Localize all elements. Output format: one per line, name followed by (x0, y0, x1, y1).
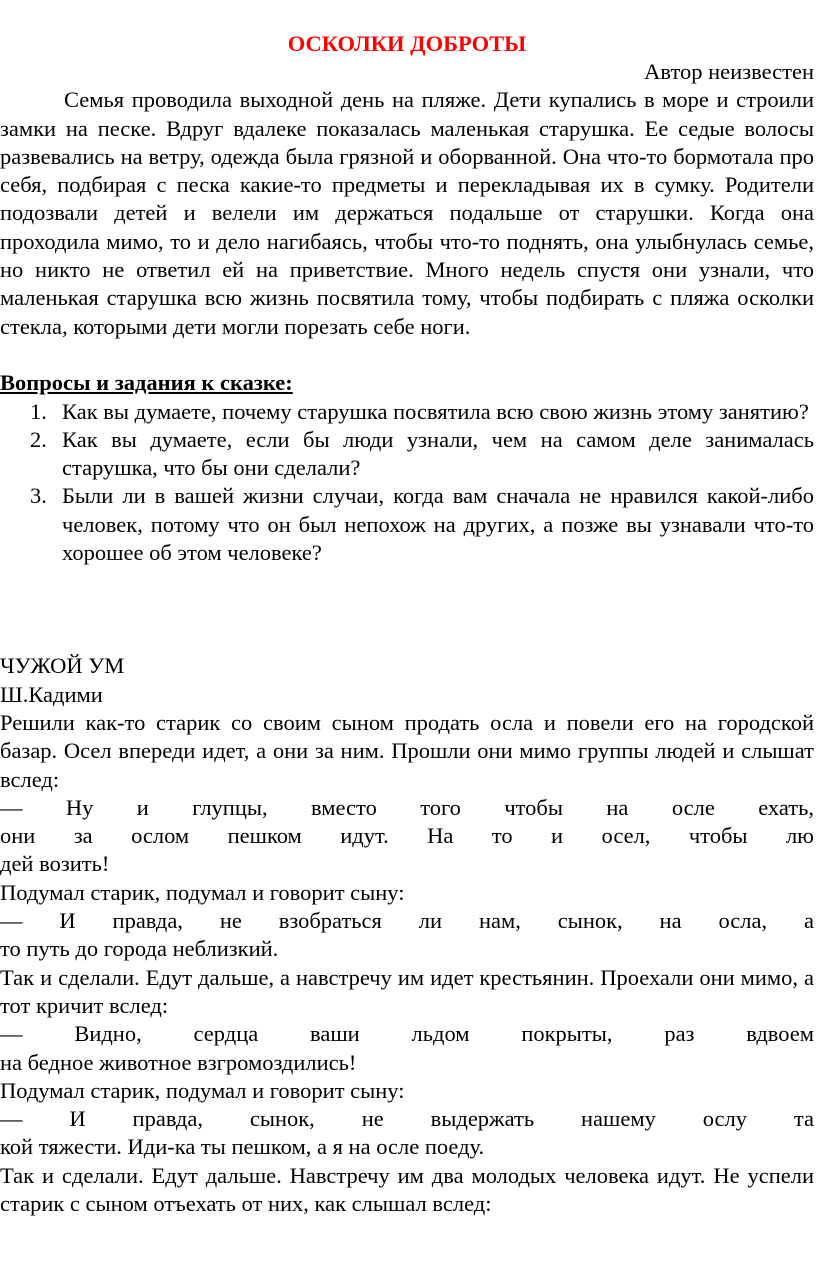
question-text: Как вы думаете, почему старушка посвятила всю свою жизнь этому занятию? (62, 398, 809, 424)
question-item (30, 482, 814, 567)
question-number: 2. (30, 426, 47, 452)
question-text: Были ли в вашей жизни случаи, когда вам сначала не нравился какой-либо человек, потому что он был непохож на других, а позже вы узнавали что-то хорошее об этом человеке? (62, 483, 814, 566)
story-paragraph: Семья проводила выходной день на пляже. Дети купались в море и строили замки на песке. Вдруг вдалеке показалась маленькая старушка. Ее седые волосы развевались на ветру, одежда была грязной и оборванной. Она что-то бормотала про себя, подбирая с песка какие-то предметы и перекладывая их в сумку. Родители подозвали детей и велели им держаться подальше от старушки. Когда она проходила мимо, то и дело нагибаясь, чтобы что-то поднять, она улыбнулась семье, но никто не ответил ей на приветствие. Много недель спустя они узнали, что маленькая старушка всю жизнь посвятила тому, чтобы подбирать с пляжа осколки стекла, которыми дети могли порезать себе ноги. (0, 87, 814, 339)
dialogue-line: кой тяжести. Иди-ка ты пешком, а я на осле поеду. (0, 1134, 485, 1160)
dialogue-line: то путь до города неблизкий. (0, 936, 279, 962)
story-paragraph: Подумал старик, подумал и говорит сыну: (0, 879, 405, 905)
dialogue-line: они за ослом пешком идут. На то и осел, чтобы лю (0, 823, 814, 849)
blank-line (0, 341, 814, 369)
question-item (30, 398, 814, 426)
dialogue-line: — И правда, не взобраться ли нам, сынок, на осла, а (0, 908, 814, 934)
dialogue-line: — Ну и глупцы, вместо того чтобы на осле ехать, (0, 794, 814, 820)
story-author: Автор неизвестен (644, 59, 814, 84)
dialogue-line: на бедное животное взгромоздились! (0, 1049, 357, 1075)
dialogue-line: — И правда, сынок, не выдержать нашему ослу та (0, 1106, 814, 1132)
question-text: Как вы думаете, если бы люди узнали, чем на самом деле занималась старушка, что бы они сделали? (62, 426, 814, 481)
document-page (0, 30, 814, 1218)
question-item (30, 426, 814, 483)
section-gap (0, 567, 814, 652)
story-paragraph: Решили как-то старик со своим сыном продать осла и повели его на городской базар. Осел впереди идет, а они за ним. Прошли они мимо группы людей и слышат вслед: (0, 709, 814, 792)
dialogue-line: дей возить! (0, 851, 110, 877)
story-paragraph: Так и сделали. Едут дальше. Навстречу им два молодых человека идут. Не успели старик с сыном отъехать от них, как слышал вслед: (0, 1162, 814, 1216)
questions-list (0, 398, 814, 568)
questions-heading: Вопросы и задания к сказке: (0, 370, 293, 396)
question-number: 3. (30, 483, 47, 509)
story-title-2: ЧУЖОЙ УМ (0, 653, 125, 679)
story-paragraph: Подумал старик, подумал и говорит сыну: (0, 1077, 405, 1103)
dialogue-line: — Видно, сердца ваши льдом покрыты, раз вдвоем (0, 1021, 814, 1047)
story-author-2: Ш.Кадими (0, 681, 103, 707)
story-paragraph: Так и сделали. Едут дальше, а навстречу им идет крестьянин. Проехали они мимо, а тот кричит вслед: (0, 964, 814, 1018)
question-number: 1. (30, 398, 47, 424)
story-title: ОСКОЛКИ ДОБРОТЫ (287, 31, 527, 56)
